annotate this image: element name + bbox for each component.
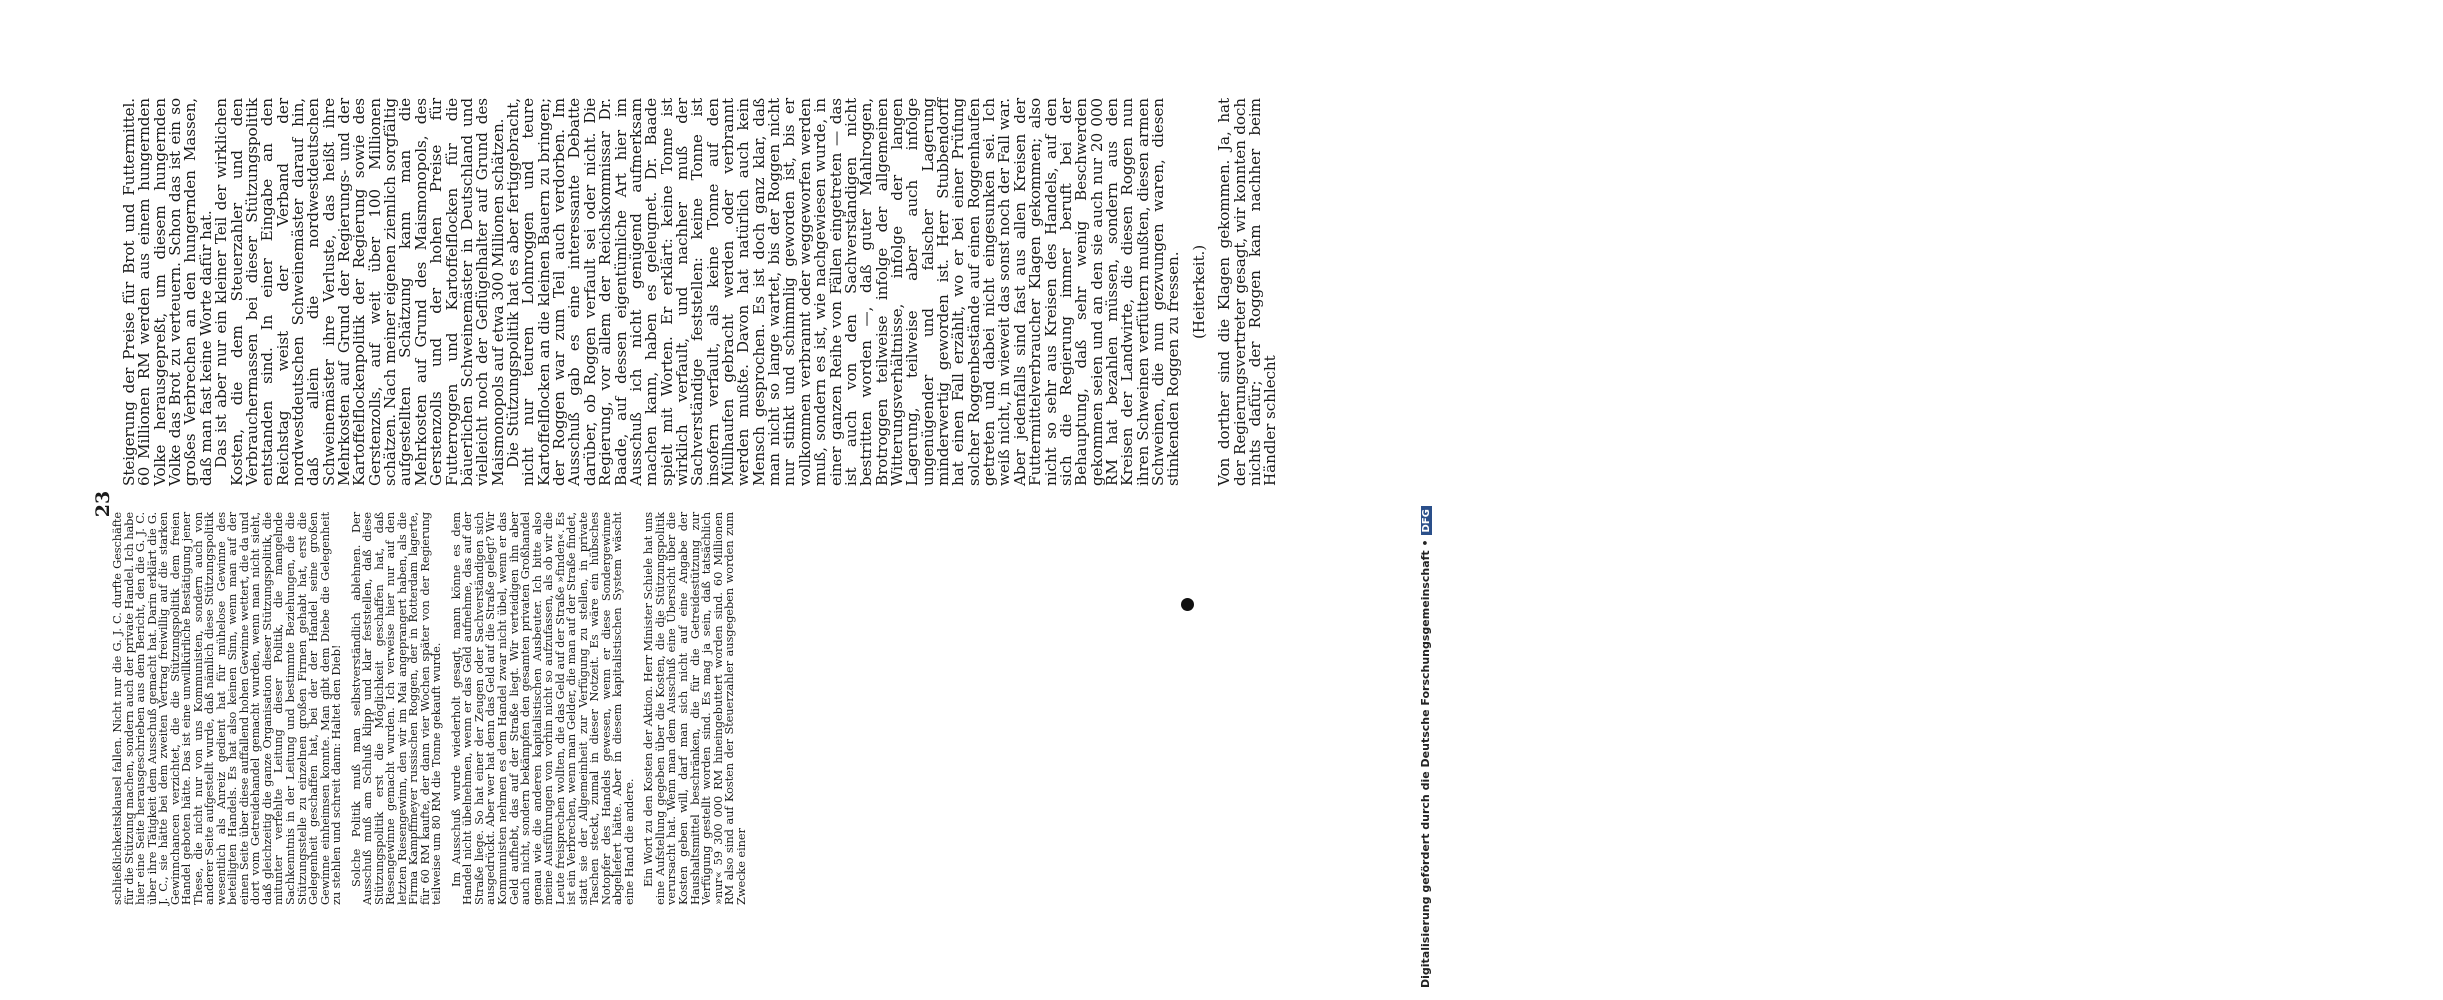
paragraph: Von dorther sind die Klagen gekommen. Ja, hat der Regierungsvertreter gesagt, wir konnten doch nichts dafür; der Roggen kam nachher beim Händler schlecht bbox=[1215, 98, 1280, 486]
right-text-content bbox=[1283, 96, 2443, 488]
paragraph: Steigerung der Preise für Brot und Futtermittel. 60 Millionen RM werden aus einem hungernden Volke herausgepreßt, um diesem hungernden Volke das Brot zu verteuern. Schon das ist ein so großes Verbrechen an den hungernden Massen, daß man fast keine Worte dafür hat. bbox=[120, 98, 215, 486]
paragraph: Das ist aber nur ein kleiner Teil der wirklichen Kosten, die dem Steuerzahler und den Verbrauchermassen bei dieser Stützungspolitik entstanden sind. In einer Eingabe an den Reichstag weist der Verband der nordwestdeutschen Schweinemäster darauf hin, daß allein die nordwestdeutschen Schweinemäster ihre Verluste, das heißt ihre Mehrkosten auf Grund der Regierungs- und der Kartoffelflockenpolitik der Regierung sowie des Gerstenzolls, auf weit über 100 Millionen schätzen. Nach meiner eigenen ziemlich sorgfältig aufgestellten Schätzung kann man die Mehrkosten auf Grund des Maismonopols, des Gerstenzolls und der hohen Preise für Futterroggen und Kartoffelflocken für die bäuerlichen Schweinemäster in Deutschland und vielleicht noch der Geflügelhalter auf Grund des Maismonopols auf etwa 300 Millionen schätzen. bbox=[212, 98, 507, 486]
page-number: 23 bbox=[92, 490, 114, 518]
left-text-block bbox=[110, 512, 748, 905]
ink-blot bbox=[1181, 598, 1194, 611]
right-column-text bbox=[122, 98, 1282, 486]
paragraph: schließlichkeitsklausel fallen. Nicht nur die G. J. C. durfte Geschäfte für die Stützung machen, sondern auch der private Handel. Ich habe hier eine Seite herausgeschrieben aus dem Bericht, den die G. J. C. über ihre Tätigkeit dem Ausschuß gemacht hat. Darin erklärt die G. J. C., sie hätte bei dem zweiten Vertrag freiwillig auf die starken Gewinnchancen verzichtet, die die Stützungspolitik dem freien Handel geboten hätte. Das ist eine unwillkürliche Bestätigung jener These, die nicht nur von uns Kommunisten, sondern auch von anderer Seite aufgestellt wurde, daß nämlich diese Stützungspolitik wesentlich als Anreiz gedient hat für mühelose Gewinne des beteiligten Handels. Es hat also keinen Sinn, wenn man auf der einen Seite über diese auffallend hohen Gewinne wettert, die da und dort vom Getreidehandel gemacht wurden, wenn man nicht sieht, daß gleichzeitig die ganze Organisation dieser Stützungspolitik, die mitunter verfehlte Leitung dieser Politik, die mangelnde Sachkenntnis in der Leitung und bestimmte Beziehungen, die die Stützungsstelle zu einzelnen großen Firmen gehabt hat, erst die Gelegenheit geschaffen hat, bei der der Handel seine großen Gewinne einheimsen konnte. Man gibt dem Diebe die Gelegenheit zu stehlen und schreit dann: Haltet den Dieb! bbox=[110, 512, 344, 905]
paragraph: Die Stützungspolitik hat es aber fertiggebracht, nicht nur teuren Lohnroggen und teure Kartoffelflocken an die kleinen Bauern zu bringen; der Roggen war zum Teil auch verdorben. Im Ausschuß gab es eine interessante Debatte darüber, ob Roggen verfault sei oder nicht. Die Regierung, vor allem der Reichskommissar Dr. Baade, auf dessen eigentümliche Art hier im Ausschuß ich nicht genügend aufmerksam machen kann, haben es geleugnet. Dr. Baade spielt mit Worten. Er erklärt: keine Tonne ist wirklich verfault, und nachher muß der Sachverständige feststellen: keine Tonne ist insofern verfault, als keine Tonne auf den Müllhaufen gebracht werden oder verbrannt werden mußte. Davon hat natürlich auch kein Mensch gesprochen. Es ist doch ganz klar, daß man nicht so lange wartet, bis der Roggen nicht nur stinkt und schimmlig geworden ist, bis er vollkommen verbrannt oder weggeworfen werden muß, sondern es ist, wie nachgewiesen wurde, in einer ganzen Reihe von Fällen eingetreten — das ist auch von den Sachverständigen nicht bestritten worden —, daß guter Mahlroggen, Brotroggen teilweise infolge der allgemeinen Witterungsverhältnisse, infolge der langen Lagerung, teilweise aber auch infolge ungenügender und falscher Lagerung minderwertig geworden ist. Herr Stubbendorff hat einen Fall erzählt, wo er bei einer Prüfung solcher Roggenbestände auf einen Roggenhaufen getreten und dabei nicht eingesunken sei. Ich weiß nicht, in wieweit das sonst noch der Fall war. Aber jedenfalls sind fast aus allen Kreisen der Futtermittelverbraucher Klagen gekommen; also nicht so sehr aus Kreisen des Handels, auf den sich die Regierung immer beruft bei der Behauptung, daß sehr wenig Beschwerden gekommen seien und an den sie auch nur 20 000 RM hat bezahlen müssen, sondern aus den Kreisen der Landwirte, die diesen Roggen nun ihren Schweinen verfüttern mußten, diesen armen Schweinen, die nun gezwungen waren, diesen stinkenden Roggen zu fressen. bbox=[503, 98, 1183, 486]
paragraph: Im Ausschuß wurde wiederholt gesagt, mann könne es dem Handel nicht übelnehmen, wenn er das Geld aufnehme, das auf der Straße liege. So hat einer der Zeugen oder Sachverständigen sich ausgedrückt. Aber wer hat denn das Geld auf die Straße gelegt? Wir Kommunisten nehmen es dem Handel zwar nicht übel, wenn er das Geld aufhebt, das auf der Straße liegt. Wir verteidigen ihn aber auch nicht, sondern bekämpfen den gesamten privaten Großhandel genau wie die anderen kapitalistischen Ausbeuter. Ich bitte also meine Ausführungen von vorhin nicht so aufzufassen, als ob wir die Leute freisprechen wollten, die das Geld auf der Straße »finden«. Es ist ein Verbrechen, wenn man Gelder, die man auf der Straße findet, statt sie der Allgemeinheit zur Verfügung zu stellen, in private Taschen steckt, zumal in dieser Notzeit. Es wäre ein hübsches Notopfer des Handels gewesen, wenn er diese Sondergewinne abgeliefert hätte. Aber in diesem kapitalistischen System wäscht eine Hand die andere. bbox=[448, 512, 636, 905]
paragraph: Ein Wort zu den Kosten der Aktion. Herr Minister Schiele hat uns eine Aufstellung gegeben über die Kosten, die die Stützungspolitik verursacht hat. Wenn man dem Ausschuß eine Übersicht über die Kosten geben will, darf man sich nicht auf eine Angabe der Haushaltsmittel beschränken, die für die Getreidestützung zur Verfügung gestellt worden sind. Es mag ja sein, daß tatsächlich »nur« 59 300 000 RM hineingebuttert worden sind. 60 Millionen RM also sind auf Kosten der Steuerzahler ausgegeben worden zum Zwecke einer bbox=[641, 512, 748, 905]
interjection: (Heiterkeit.) bbox=[1189, 244, 1208, 340]
digitization-credit bbox=[1419, 8, 1435, 988]
dfg-logo: DFG bbox=[1421, 506, 1432, 535]
credit-text: Digitalisierung gefördert durch die Deutsche Forschungsgemeinschaft • bbox=[1419, 539, 1432, 988]
paragraph: Solche Politik muß man selbstverständlich ablehnen. Der Ausschuß muß am Schluß klipp und klar feststellen, daß diese Stützungspolitik erst die Möglichkeit geschaffen hat, daß Riesengewinne gemacht wurden. Ich verweise hier nur auf den letzten Riesengewinn, den wir im Mai angeprangert haben, als die Firma Kampffmeyer russischen Roggen, der in Rotterdam lagerte, für 60 RM kaufte, der dann vier Wochen später von der Regierung teilweise um 80 RM die Tonne gekauft wurde. bbox=[348, 512, 444, 905]
